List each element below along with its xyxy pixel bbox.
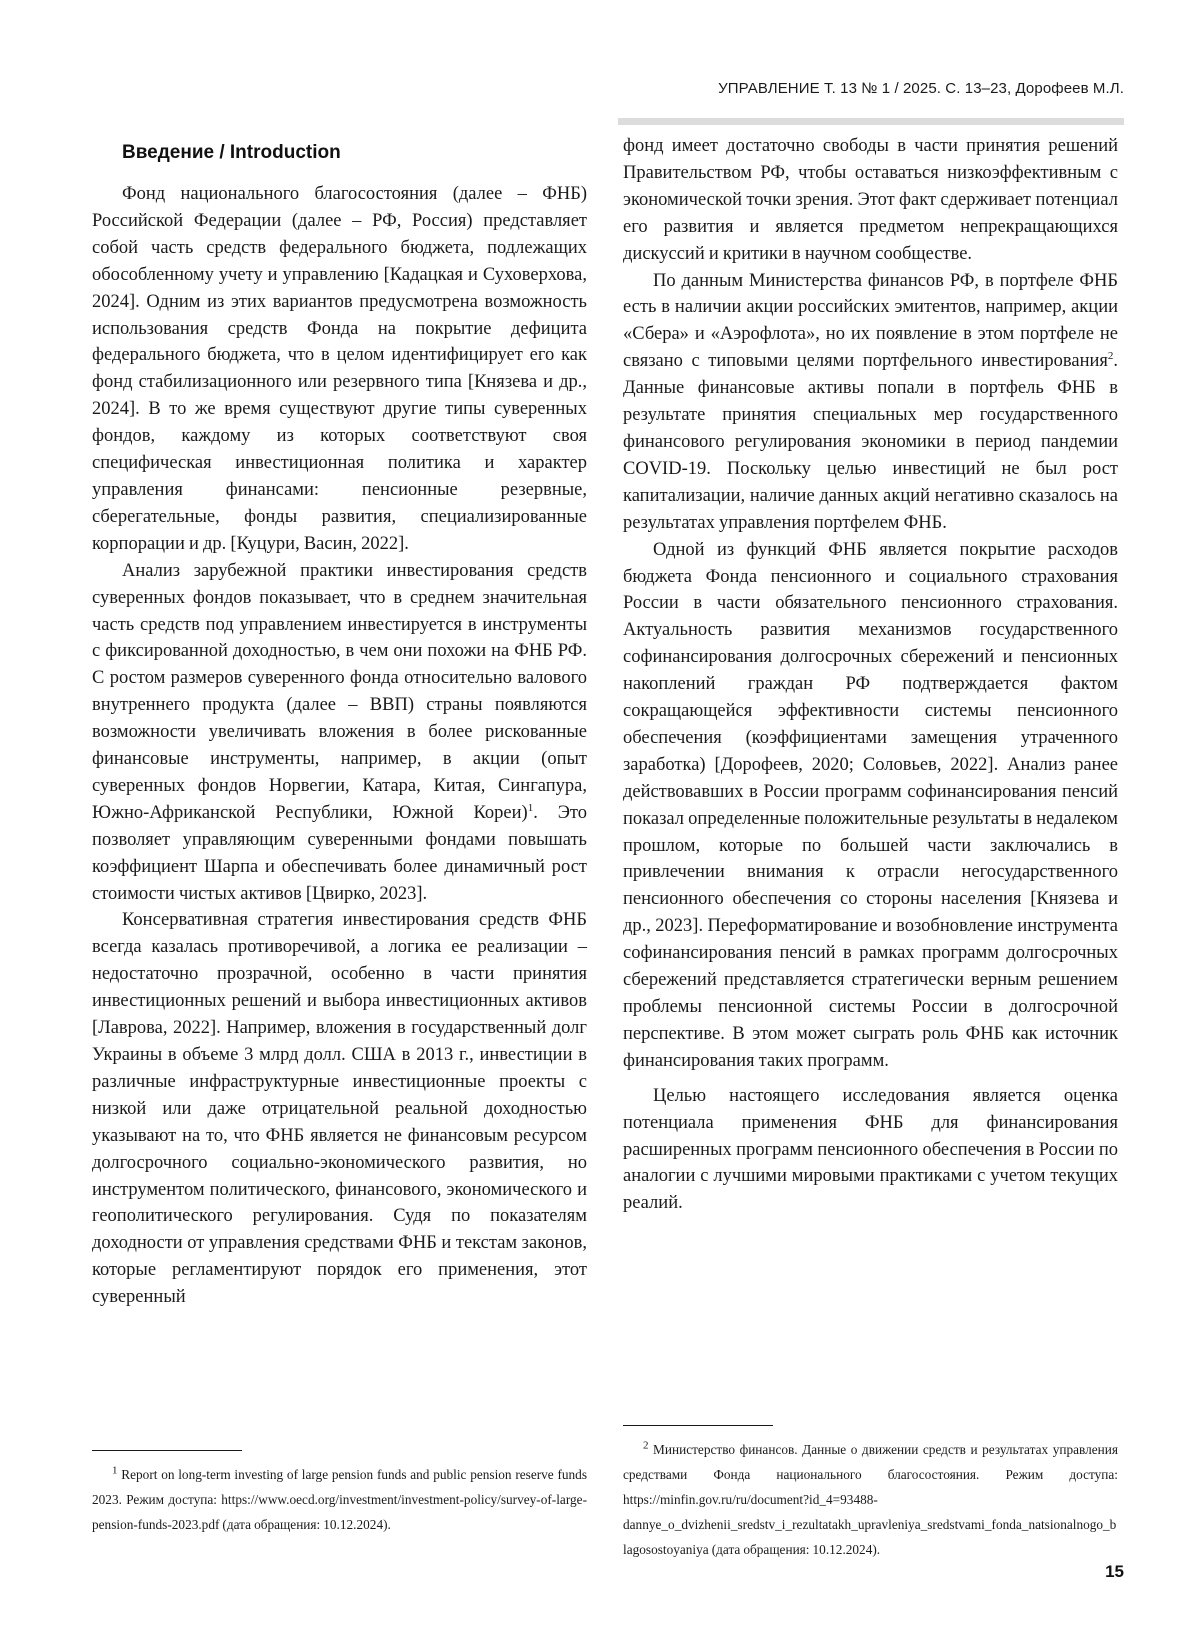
paragraph-1 (92, 181, 587, 558)
footnote-divider (92, 1450, 242, 1451)
paragraph-4 (623, 268, 1118, 537)
paragraph-2 (92, 558, 587, 908)
paragraph-text: . Это позволяет управляющим суверенными фондами повышать коэффициент Шарпа и обеспечивать более динамичный рост стоимости чистых активов [Цвирко, 2023]. (92, 802, 587, 904)
paragraph-6 (623, 1083, 1118, 1218)
header-rule (618, 118, 1124, 125)
section-heading: Введение / Introduction (122, 142, 341, 163)
paragraph-text: фонд имеет достаточно свободы в части принятия решений Правительством РФ, чтобы оставаться низкоэффективным с экономической точки зрения. Этот факт сдерживает потенциал его развития и является предметом непрекращающихся дискуссий и критики в научном сообществе. (623, 136, 1118, 264)
paragraph-text: Фонд национального благосостояния (далее – ФНБ) Российской Федерации (далее – РФ, Россия) представляет собой часть средств федерального бюджета, подлежащих обособленному учету и управлению [Кадацкая и Суховерхова, 2024]. Одним из этих вариантов предусмотрена возможность использования средств Фонда на покрытие дефицита федерального бюджета, что в целом идентифицирует его как фонд стабилизационного или резервного типа [Князева и др., 2024]. В то же время существуют другие типы суверенных фондов, каждому из которых соответствуют своя специфическая инвестиционная политика и характер управления финансами: пенсионные резервные, сберегательные, фонды развития, специализированные корпорации и др. [Куцури, Васин, 2022]. (92, 184, 587, 554)
paragraph-text: . Данные финансовые активы попали в портфель ФНБ в результате принятия специальных мер государственного финансового регулирования экономики в период пандемии COVID-19. Поскольку целью инвестиций не был рост капитализации, наличие данных акций негативно сказалось на результатах управления портфелем ФНБ. (623, 351, 1118, 533)
paragraph-text: Анализ зарубежной практики инвестирования средств суверенных фондов показывает, что в среднем значительная часть средств под управлением инвестируется в инструменты с фиксированной доходностью, в чем они похожи на ФНБ РФ. С ростом размеров суверенного фонда относительно валового внутреннего продукта (далее – ВВП) страны появляются возможности увеличивать вложения в более рискованные финансовые инструменты, например, в акции (опыт суверенных фондов Норвегии, Катара, Китая, Сингапура, Южно-Африканской Республики, Южной Кореи) (92, 560, 587, 823)
paragraph-text: Консервативная стратегия инвестирования средств ФНБ всегда казалась противоречивой, а логика ее реализации – недостаточно прозрачной, особенно в части принятия инвестиционных решений и выбора инвестиционных активов [Лаврова, 2022]. Например, вложения в государственный долг Украины в объеме 3 млрд долл. США в 2013 г., инвестиции в различные инфраструктурные инвестиционные проекты с низкой или даже отрицательной реальной доходностью указывают на то, что ФНБ является не финансовым ресурсом долгосрочного социально-экономического развития, но инструментом политического, финансового, экономического и геополитического регулирования. Судя по показателям доходности от управления средствами ФНБ и текстам законов, которые регламентируют порядок его применения, этот суверенный (92, 910, 587, 1308)
footnote-text: Министерство финансов. Данные о движении средств и результатах управления средствами Фонда национального благосостояния. Режим доступа: https://minfin.gov.ru/ru/document?id_4=93488-dannye_o_dvizhenii_sredstv_i_rezultatakh_upravleniya_sredstvami_fonda_natsionalnogo_blagosostoyaniya (дата обращения: 10.12.2024). (623, 1442, 1118, 1557)
page-number: 15 (1105, 1562, 1124, 1581)
footnote-ref-1[interactable]: 1 (527, 801, 534, 814)
paragraph-text: Целью настоящего исследования является оценка потенциала применения ФНБ для финансирования расширенных программ пенсионного обеспечения в России по аналогии с лучшими мировыми практиками с учетом текущих реалий. (623, 1085, 1118, 1214)
footnote-divider (623, 1425, 773, 1426)
footnote-number: 2 (643, 1439, 649, 1452)
left-column (92, 133, 587, 1311)
footnote-number: 1 (112, 1464, 118, 1477)
paragraph-text: Одной из функций ФНБ является покрытие расходов бюджета Фонда пенсионного и социального страхования России в части обязательного пенсионного страхования. Актуальность развития механизмов государственного софинансирования долгосрочных сбережений и пенсионных накоплений граждан РФ подтверждается фактом сокращающейся эффективности системы пенсионного обеспечения (коэффициентами замещения утраченного заработка) [Дорофеев, 2020; Соловьев, 2022]. Анализ ранее действовавших в России программ софинансирования пенсий показал определенные положительные результаты в недалеком прошлом, которые по большей части заключались в привлечении внимания к отрасли негосударственного пенсионного обеспечения со стороны населения [Князева и др., 2023]. Переформатирование и возобновление инструмента софинансирования пенсий в рамках программ долгосрочных сбережений представляется стратегически верным решением проблемы пенсионной системы России в долгосрочной перспективе. В этом может сыграть роль ФНБ как источник финансирования таких программ. (623, 539, 1118, 1071)
paragraph-5 (623, 537, 1118, 1075)
footnote-1 (92, 1462, 587, 1537)
paragraph-3-continued (623, 133, 1118, 268)
footnote-ref-2[interactable]: 2 (1107, 350, 1114, 363)
footnote-2 (623, 1437, 1118, 1562)
paragraph-3 (92, 907, 587, 1311)
paragraph-text: По данным Министерства финансов РФ, в портфеле ФНБ есть в наличии акции российских эмитентов, например, акции «Сбера» и «Аэрофлота», но их появление в этом портфеле не связано с типовыми целями портфельного инвестирования (623, 270, 1118, 372)
right-column (623, 133, 1118, 1217)
running-header: УПРАВЛЕНИЕ Т. 13 № 1 / 2025. С. 13–23, Дорофеев М.Л. (718, 80, 1124, 97)
footnote-text: Report on long-term investing of large pension funds and public pension reserve funds 2023. Режим доступа: https://www.oecd.org/investment/investment-policy/survey-of-large-pension-funds-2023.pdf (дата обращения: 10.12.2024). (92, 1467, 587, 1532)
